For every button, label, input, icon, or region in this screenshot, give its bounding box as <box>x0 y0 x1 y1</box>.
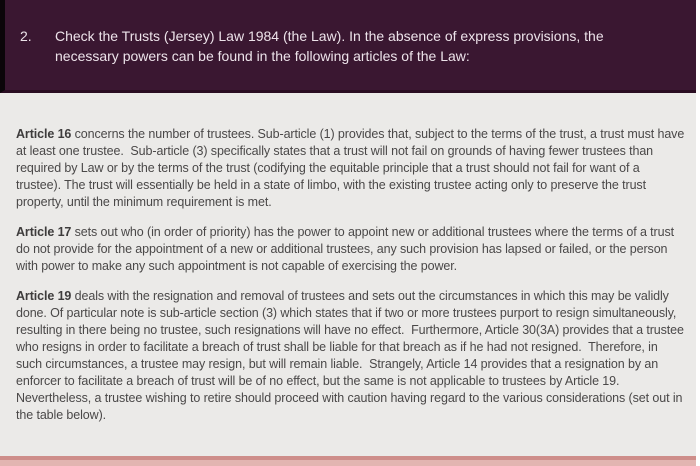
article-19-text: deals with the resignation and removal of trustees and sets out the circumstances in which this may be validly done. Of particular note is sub-article section (3) which states that if two or more trustees purport to resign simultaneously, resulting in there being no trustee, such resignations will have no effect. Furthermore, Article 30(3A) provides that a trustee who resigns in order to facilitate a breach of trust shall be liable for that breach as if he had not resigned. Therefore, in such circumstances, a trustee may resign, but will remain liable. Strangely, Article 14 provides that a resignation by an enforcer to facilitate a breach of trust will be of no effect, but the same is not applicable to trustees by Article 19. Nevertheless, a trustee wishing to retire should proceed with caution having regard to the various considerations (set out in the table below). <box>16 289 688 422</box>
table-border-fill <box>0 460 696 466</box>
paragraph-article-17 <box>16 224 686 275</box>
paragraph-article-16 <box>16 126 686 211</box>
instruction-header <box>0 0 696 93</box>
item-number: 2. <box>20 28 32 44</box>
article-19-lead: Article 19 <box>16 289 72 303</box>
article-16-lead: Article 16 <box>16 127 72 141</box>
instruction-text: Check the Trusts (Jersey) Law 1984 (the Law). In the absence of express provisions, the necessary powers can be found in the following articles of the Law: <box>55 28 604 64</box>
paragraph-article-19 <box>16 288 686 424</box>
article-17-text: sets out who (in order of priority) has the power to appoint new or additional trustees where the terms of a trust do not provide for the appointment of a new or additional trustees, any such provision has lapsed or failed, or the person with power to make any such appointment is not capable of exercising the power. <box>16 225 678 273</box>
article-16-text: concerns the number of trustees. Sub-article (1) provides that, subject to the terms of the trust, a trust must have at least one trustee. Sub-article (3) specifically states that a trust will not fail on grounds of having fewer trustees than required by Law or by the terms of the trust (codifying the equitable principle that a trust should not fail for want of a trustee). The trust will essentially be held in a state of limbo, with the existing trustee acting only to preserve the trust property, until the minimum requirement is met. <box>16 127 688 209</box>
table-top-border <box>0 456 696 466</box>
content-section <box>0 93 696 424</box>
article-17-lead: Article 17 <box>16 225 72 239</box>
